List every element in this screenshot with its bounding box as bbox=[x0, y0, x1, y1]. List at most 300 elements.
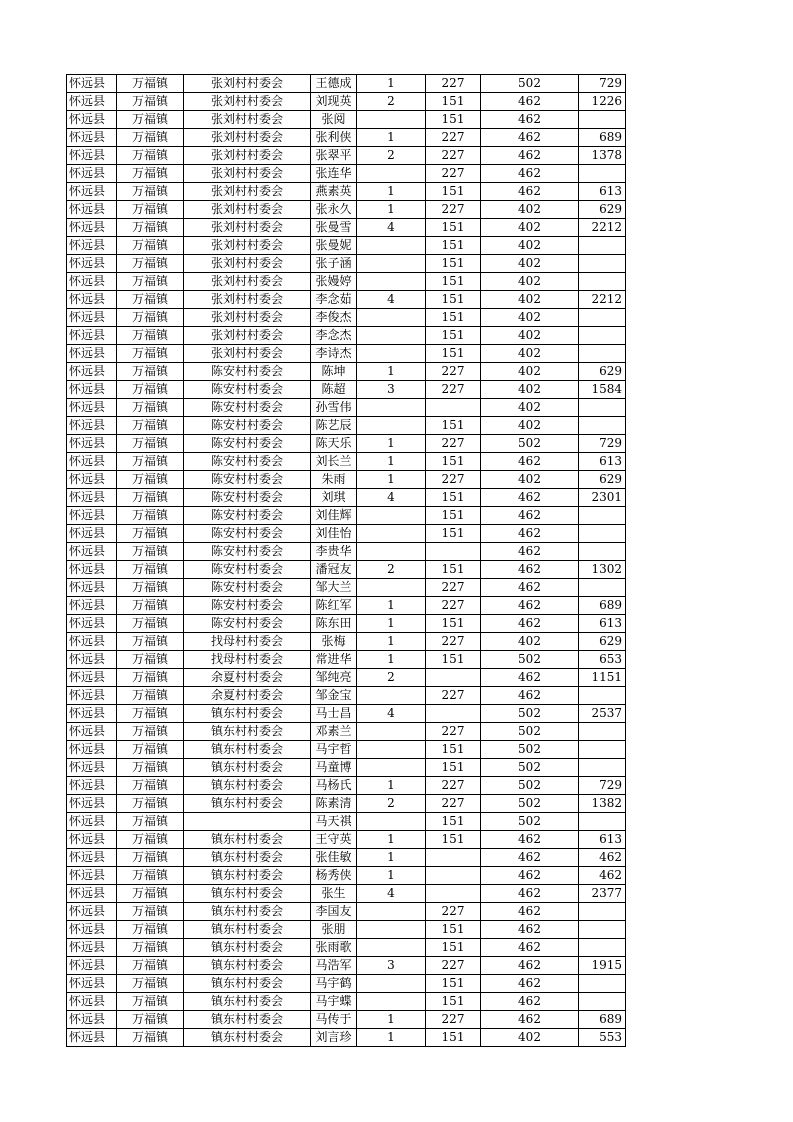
cell-town: 万福镇 bbox=[117, 543, 184, 561]
cell-amount-a: 151 bbox=[426, 111, 481, 129]
cell-total: 1378 bbox=[579, 147, 626, 165]
cell-county: 怀远县 bbox=[67, 561, 117, 579]
cell-total: 689 bbox=[579, 129, 626, 147]
cell-amount-b: 462 bbox=[481, 525, 579, 543]
cell-amount-a: 227 bbox=[426, 75, 481, 93]
cell-household-count bbox=[357, 327, 426, 345]
cell-person-name: 陈红军 bbox=[311, 597, 357, 615]
cell-county: 怀远县 bbox=[67, 849, 117, 867]
cell-person-name: 张阅 bbox=[311, 111, 357, 129]
cell-amount-a: 151 bbox=[426, 453, 481, 471]
cell-total bbox=[579, 723, 626, 741]
cell-amount-b: 462 bbox=[481, 939, 579, 957]
table-row bbox=[67, 399, 626, 417]
cell-household-count: 1 bbox=[357, 183, 426, 201]
cell-amount-a: 227 bbox=[426, 633, 481, 651]
cell-town: 万福镇 bbox=[117, 687, 184, 705]
cell-person-name: 潘冠友 bbox=[311, 561, 357, 579]
table-row bbox=[67, 597, 626, 615]
cell-village-committee: 张刘村村委会 bbox=[184, 273, 311, 291]
cell-town: 万福镇 bbox=[117, 147, 184, 165]
cell-household-count bbox=[357, 939, 426, 957]
cell-county: 怀远县 bbox=[67, 489, 117, 507]
cell-amount-a: 227 bbox=[426, 957, 481, 975]
cell-amount-a: 227 bbox=[426, 795, 481, 813]
cell-village-committee: 镇东村村委会 bbox=[184, 939, 311, 957]
cell-total bbox=[579, 579, 626, 597]
cell-town: 万福镇 bbox=[117, 993, 184, 1011]
cell-amount-a bbox=[426, 849, 481, 867]
cell-amount-b: 502 bbox=[481, 75, 579, 93]
cell-village-committee: 镇东村村委会 bbox=[184, 975, 311, 993]
cell-total bbox=[579, 741, 626, 759]
cell-amount-a: 151 bbox=[426, 993, 481, 1011]
cell-total: 613 bbox=[579, 831, 626, 849]
cell-amount-b: 402 bbox=[481, 237, 579, 255]
cell-town: 万福镇 bbox=[117, 453, 184, 471]
cell-total bbox=[579, 687, 626, 705]
cell-household-count bbox=[357, 993, 426, 1011]
cell-amount-b: 502 bbox=[481, 435, 579, 453]
cell-total bbox=[579, 813, 626, 831]
cell-county: 怀远县 bbox=[67, 669, 117, 687]
cell-town: 万福镇 bbox=[117, 561, 184, 579]
cell-village-committee bbox=[184, 813, 311, 831]
cell-village-committee: 陈安村村委会 bbox=[184, 579, 311, 597]
cell-amount-b: 462 bbox=[481, 957, 579, 975]
table-row bbox=[67, 291, 626, 309]
cell-person-name: 张嫚婷 bbox=[311, 273, 357, 291]
cell-village-committee: 余夏村村委会 bbox=[184, 687, 311, 705]
cell-town: 万福镇 bbox=[117, 741, 184, 759]
cell-town: 万福镇 bbox=[117, 975, 184, 993]
cell-village-committee: 镇东村村委会 bbox=[184, 885, 311, 903]
table-row bbox=[67, 849, 626, 867]
table-row bbox=[67, 903, 626, 921]
table-row bbox=[67, 201, 626, 219]
cell-county: 怀远县 bbox=[67, 165, 117, 183]
cell-county: 怀远县 bbox=[67, 903, 117, 921]
cell-amount-b: 462 bbox=[481, 849, 579, 867]
cell-person-name: 李诗杰 bbox=[311, 345, 357, 363]
cell-village-committee: 镇东村村委会 bbox=[184, 867, 311, 885]
cell-county: 怀远县 bbox=[67, 237, 117, 255]
cell-village-committee: 镇东村村委会 bbox=[184, 741, 311, 759]
cell-household-count: 3 bbox=[357, 957, 426, 975]
cell-county: 怀远县 bbox=[67, 921, 117, 939]
cell-amount-a: 227 bbox=[426, 1011, 481, 1029]
cell-person-name: 陈东田 bbox=[311, 615, 357, 633]
cell-amount-a: 151 bbox=[426, 813, 481, 831]
cell-amount-a: 227 bbox=[426, 903, 481, 921]
cell-household-count: 2 bbox=[357, 93, 426, 111]
cell-person-name: 刘长兰 bbox=[311, 453, 357, 471]
cell-amount-b: 402 bbox=[481, 219, 579, 237]
cell-amount-b: 502 bbox=[481, 651, 579, 669]
cell-household-count: 2 bbox=[357, 561, 426, 579]
cell-total: 729 bbox=[579, 435, 626, 453]
cell-household-count: 1 bbox=[357, 615, 426, 633]
cell-amount-b: 502 bbox=[481, 705, 579, 723]
cell-village-committee: 张刘村村委会 bbox=[184, 183, 311, 201]
cell-village-committee: 镇东村村委会 bbox=[184, 723, 311, 741]
cell-county: 怀远县 bbox=[67, 273, 117, 291]
cell-amount-a: 151 bbox=[426, 489, 481, 507]
cell-total bbox=[579, 525, 626, 543]
cell-village-committee: 镇东村村委会 bbox=[184, 1011, 311, 1029]
cell-amount-a: 151 bbox=[426, 939, 481, 957]
cell-village-committee: 镇东村村委会 bbox=[184, 705, 311, 723]
cell-household-count: 1 bbox=[357, 867, 426, 885]
cell-amount-b: 462 bbox=[481, 561, 579, 579]
cell-total: 1302 bbox=[579, 561, 626, 579]
cell-village-committee: 镇东村村委会 bbox=[184, 777, 311, 795]
cell-county: 怀远县 bbox=[67, 219, 117, 237]
cell-village-committee: 张刘村村委会 bbox=[184, 219, 311, 237]
cell-household-count: 1 bbox=[357, 1011, 426, 1029]
table-row bbox=[67, 75, 626, 93]
cell-village-committee: 陈安村村委会 bbox=[184, 435, 311, 453]
cell-household-count: 1 bbox=[357, 363, 426, 381]
cell-town: 万福镇 bbox=[117, 291, 184, 309]
cell-amount-a: 151 bbox=[426, 1029, 481, 1047]
table-row bbox=[67, 957, 626, 975]
cell-total: 1382 bbox=[579, 795, 626, 813]
cell-person-name: 李贵华 bbox=[311, 543, 357, 561]
table-row bbox=[67, 255, 626, 273]
cell-total bbox=[579, 921, 626, 939]
cell-person-name: 李念杰 bbox=[311, 327, 357, 345]
cell-person-name: 马宇蝶 bbox=[311, 993, 357, 1011]
cell-county: 怀远县 bbox=[67, 417, 117, 435]
cell-village-committee: 镇东村村委会 bbox=[184, 759, 311, 777]
cell-household-count: 1 bbox=[357, 777, 426, 795]
cell-county: 怀远县 bbox=[67, 75, 117, 93]
cell-household-count bbox=[357, 543, 426, 561]
table-row bbox=[67, 111, 626, 129]
cell-town: 万福镇 bbox=[117, 633, 184, 651]
cell-household-count: 1 bbox=[357, 75, 426, 93]
table-row bbox=[67, 129, 626, 147]
cell-amount-b: 402 bbox=[481, 417, 579, 435]
cell-household-count bbox=[357, 903, 426, 921]
table-row bbox=[67, 381, 626, 399]
cell-amount-a: 227 bbox=[426, 597, 481, 615]
cell-county: 怀远县 bbox=[67, 507, 117, 525]
table-row bbox=[67, 543, 626, 561]
cell-amount-a: 151 bbox=[426, 93, 481, 111]
table-row bbox=[67, 471, 626, 489]
table-row bbox=[67, 993, 626, 1011]
cell-county: 怀远县 bbox=[67, 597, 117, 615]
table-row bbox=[67, 525, 626, 543]
cell-county: 怀远县 bbox=[67, 867, 117, 885]
cell-amount-a: 227 bbox=[426, 723, 481, 741]
cell-village-committee: 陈安村村委会 bbox=[184, 381, 311, 399]
cell-village-committee: 余夏村村委会 bbox=[184, 669, 311, 687]
cell-person-name: 李念茹 bbox=[311, 291, 357, 309]
table-row bbox=[67, 561, 626, 579]
cell-person-name: 马童博 bbox=[311, 759, 357, 777]
cell-amount-a: 151 bbox=[426, 183, 481, 201]
cell-town: 万福镇 bbox=[117, 867, 184, 885]
cell-amount-b: 402 bbox=[481, 1029, 579, 1047]
cell-county: 怀远县 bbox=[67, 1011, 117, 1029]
cell-person-name: 张子涵 bbox=[311, 255, 357, 273]
cell-county: 怀远县 bbox=[67, 579, 117, 597]
cell-village-committee: 镇东村村委会 bbox=[184, 957, 311, 975]
cell-total: 462 bbox=[579, 849, 626, 867]
table-row bbox=[67, 93, 626, 111]
cell-amount-b: 462 bbox=[481, 903, 579, 921]
cell-person-name: 李俊杰 bbox=[311, 309, 357, 327]
cell-amount-b: 462 bbox=[481, 615, 579, 633]
cell-person-name: 孙雪伟 bbox=[311, 399, 357, 417]
cell-town: 万福镇 bbox=[117, 615, 184, 633]
cell-person-name: 李国友 bbox=[311, 903, 357, 921]
cell-amount-b: 502 bbox=[481, 795, 579, 813]
cell-amount-a: 151 bbox=[426, 975, 481, 993]
cell-household-count: 1 bbox=[357, 651, 426, 669]
cell-amount-a: 151 bbox=[426, 651, 481, 669]
cell-village-committee: 张刘村村委会 bbox=[184, 75, 311, 93]
cell-amount-b: 502 bbox=[481, 741, 579, 759]
cell-town: 万福镇 bbox=[117, 507, 184, 525]
cell-village-committee: 张刘村村委会 bbox=[184, 291, 311, 309]
cell-county: 怀远县 bbox=[67, 615, 117, 633]
cell-village-committee: 陈安村村委会 bbox=[184, 471, 311, 489]
cell-town: 万福镇 bbox=[117, 795, 184, 813]
cell-amount-a: 227 bbox=[426, 435, 481, 453]
table-row bbox=[67, 651, 626, 669]
cell-amount-a: 151 bbox=[426, 273, 481, 291]
table-row bbox=[67, 363, 626, 381]
cell-county: 怀远县 bbox=[67, 759, 117, 777]
cell-amount-b: 502 bbox=[481, 777, 579, 795]
cell-household-count: 4 bbox=[357, 219, 426, 237]
cell-total: 629 bbox=[579, 633, 626, 651]
cell-amount-a: 151 bbox=[426, 615, 481, 633]
cell-total bbox=[579, 759, 626, 777]
cell-town: 万福镇 bbox=[117, 579, 184, 597]
cell-village-committee: 镇东村村委会 bbox=[184, 921, 311, 939]
cell-amount-a: 227 bbox=[426, 687, 481, 705]
cell-amount-a: 151 bbox=[426, 237, 481, 255]
cell-person-name: 燕素英 bbox=[311, 183, 357, 201]
cell-amount-a: 151 bbox=[426, 309, 481, 327]
cell-county: 怀远县 bbox=[67, 885, 117, 903]
cell-person-name: 马士昌 bbox=[311, 705, 357, 723]
cell-amount-a: 151 bbox=[426, 831, 481, 849]
cell-amount-b: 462 bbox=[481, 993, 579, 1011]
table-row bbox=[67, 831, 626, 849]
cell-town: 万福镇 bbox=[117, 651, 184, 669]
cell-total bbox=[579, 903, 626, 921]
table-row bbox=[67, 219, 626, 237]
cell-amount-a: 151 bbox=[426, 255, 481, 273]
cell-amount-b: 462 bbox=[481, 147, 579, 165]
cell-total: 629 bbox=[579, 363, 626, 381]
cell-amount-a: 151 bbox=[426, 219, 481, 237]
cell-village-committee: 张刘村村委会 bbox=[184, 309, 311, 327]
cell-person-name: 陈坤 bbox=[311, 363, 357, 381]
cell-village-committee: 陈安村村委会 bbox=[184, 489, 311, 507]
cell-person-name: 刘言珍 bbox=[311, 1029, 357, 1047]
cell-village-committee: 陈安村村委会 bbox=[184, 543, 311, 561]
cell-town: 万福镇 bbox=[117, 669, 184, 687]
cell-amount-a: 151 bbox=[426, 327, 481, 345]
cell-amount-b: 402 bbox=[481, 291, 579, 309]
cell-village-committee: 张刘村村委会 bbox=[184, 147, 311, 165]
table-row bbox=[67, 165, 626, 183]
cell-person-name: 刘佳辉 bbox=[311, 507, 357, 525]
cell-amount-a: 151 bbox=[426, 561, 481, 579]
cell-amount-b: 462 bbox=[481, 687, 579, 705]
cell-amount-b: 402 bbox=[481, 201, 579, 219]
cell-village-committee: 陈安村村委会 bbox=[184, 561, 311, 579]
cell-town: 万福镇 bbox=[117, 1011, 184, 1029]
cell-household-count: 1 bbox=[357, 435, 426, 453]
cell-total: 729 bbox=[579, 75, 626, 93]
cell-amount-a: 151 bbox=[426, 525, 481, 543]
cell-town: 万福镇 bbox=[117, 111, 184, 129]
cell-town: 万福镇 bbox=[117, 777, 184, 795]
cell-amount-b: 402 bbox=[481, 255, 579, 273]
cell-total: 2212 bbox=[579, 291, 626, 309]
cell-amount-b: 462 bbox=[481, 453, 579, 471]
table-row bbox=[67, 777, 626, 795]
cell-amount-b: 462 bbox=[481, 111, 579, 129]
cell-town: 万福镇 bbox=[117, 165, 184, 183]
cell-total: 653 bbox=[579, 651, 626, 669]
cell-total: 1151 bbox=[579, 669, 626, 687]
cell-person-name: 马传于 bbox=[311, 1011, 357, 1029]
cell-village-committee: 陈安村村委会 bbox=[184, 507, 311, 525]
cell-town: 万福镇 bbox=[117, 903, 184, 921]
cell-household-count: 1 bbox=[357, 1029, 426, 1047]
cell-amount-b: 462 bbox=[481, 543, 579, 561]
cell-county: 怀远县 bbox=[67, 471, 117, 489]
cell-village-committee: 找母村村委会 bbox=[184, 651, 311, 669]
cell-town: 万福镇 bbox=[117, 417, 184, 435]
cell-total: 613 bbox=[579, 183, 626, 201]
cell-county: 怀远县 bbox=[67, 1029, 117, 1047]
cell-county: 怀远县 bbox=[67, 201, 117, 219]
cell-amount-b: 402 bbox=[481, 471, 579, 489]
cell-town: 万福镇 bbox=[117, 849, 184, 867]
cell-household-count: 1 bbox=[357, 453, 426, 471]
cell-person-name: 王守英 bbox=[311, 831, 357, 849]
cell-county: 怀远县 bbox=[67, 399, 117, 417]
cell-person-name: 陈超 bbox=[311, 381, 357, 399]
cell-amount-b: 462 bbox=[481, 165, 579, 183]
cell-household-count: 3 bbox=[357, 381, 426, 399]
cell-person-name: 刘琪 bbox=[311, 489, 357, 507]
table-row bbox=[67, 615, 626, 633]
cell-town: 万福镇 bbox=[117, 435, 184, 453]
cell-person-name: 杨秀侠 bbox=[311, 867, 357, 885]
cell-village-committee: 镇东村村委会 bbox=[184, 1029, 311, 1047]
cell-total: 729 bbox=[579, 777, 626, 795]
cell-person-name: 王德成 bbox=[311, 75, 357, 93]
cell-county: 怀远县 bbox=[67, 687, 117, 705]
cell-town: 万福镇 bbox=[117, 201, 184, 219]
cell-total bbox=[579, 399, 626, 417]
cell-amount-a bbox=[426, 669, 481, 687]
cell-amount-a: 151 bbox=[426, 417, 481, 435]
cell-total: 462 bbox=[579, 867, 626, 885]
cell-person-name: 张永久 bbox=[311, 201, 357, 219]
cell-total bbox=[579, 543, 626, 561]
cell-total bbox=[579, 309, 626, 327]
cell-amount-a: 227 bbox=[426, 129, 481, 147]
cell-village-committee: 张刘村村委会 bbox=[184, 111, 311, 129]
cell-total bbox=[579, 255, 626, 273]
cell-household-count bbox=[357, 111, 426, 129]
cell-village-committee: 陈安村村委会 bbox=[184, 597, 311, 615]
cell-county: 怀远县 bbox=[67, 111, 117, 129]
cell-person-name: 常进华 bbox=[311, 651, 357, 669]
cell-town: 万福镇 bbox=[117, 345, 184, 363]
cell-village-committee: 张刘村村委会 bbox=[184, 93, 311, 111]
cell-household-count: 2 bbox=[357, 147, 426, 165]
cell-county: 怀远县 bbox=[67, 345, 117, 363]
cell-household-count bbox=[357, 417, 426, 435]
cell-county: 怀远县 bbox=[67, 525, 117, 543]
cell-county: 怀远县 bbox=[67, 327, 117, 345]
cell-county: 怀远县 bbox=[67, 183, 117, 201]
cell-total bbox=[579, 345, 626, 363]
cell-total bbox=[579, 417, 626, 435]
cell-county: 怀远县 bbox=[67, 741, 117, 759]
cell-amount-a: 227 bbox=[426, 201, 481, 219]
cell-amount-b: 502 bbox=[481, 723, 579, 741]
cell-amount-a bbox=[426, 705, 481, 723]
cell-person-name: 马杨氏 bbox=[311, 777, 357, 795]
cell-household-count bbox=[357, 237, 426, 255]
table-row bbox=[67, 507, 626, 525]
cell-county: 怀远县 bbox=[67, 543, 117, 561]
cell-total: 2212 bbox=[579, 219, 626, 237]
cell-household-count: 1 bbox=[357, 129, 426, 147]
cell-amount-a: 151 bbox=[426, 507, 481, 525]
cell-household-count bbox=[357, 165, 426, 183]
cell-person-name: 张生 bbox=[311, 885, 357, 903]
table-row bbox=[67, 1011, 626, 1029]
cell-town: 万福镇 bbox=[117, 381, 184, 399]
cell-household-count bbox=[357, 399, 426, 417]
cell-household-count: 1 bbox=[357, 849, 426, 867]
cell-household-count: 4 bbox=[357, 705, 426, 723]
cell-total bbox=[579, 273, 626, 291]
cell-household-count: 4 bbox=[357, 489, 426, 507]
cell-village-committee: 找母村村委会 bbox=[184, 633, 311, 651]
cell-total: 689 bbox=[579, 597, 626, 615]
cell-person-name: 陈天乐 bbox=[311, 435, 357, 453]
cell-village-committee: 陈安村村委会 bbox=[184, 525, 311, 543]
cell-village-committee: 张刘村村委会 bbox=[184, 201, 311, 219]
cell-amount-b: 462 bbox=[481, 921, 579, 939]
cell-town: 万福镇 bbox=[117, 597, 184, 615]
cell-person-name: 邓素兰 bbox=[311, 723, 357, 741]
cell-amount-a: 151 bbox=[426, 291, 481, 309]
cell-county: 怀远县 bbox=[67, 705, 117, 723]
cell-person-name: 马浩军 bbox=[311, 957, 357, 975]
cell-household-count bbox=[357, 579, 426, 597]
table-row bbox=[67, 489, 626, 507]
cell-household-count bbox=[357, 741, 426, 759]
cell-amount-b: 462 bbox=[481, 93, 579, 111]
